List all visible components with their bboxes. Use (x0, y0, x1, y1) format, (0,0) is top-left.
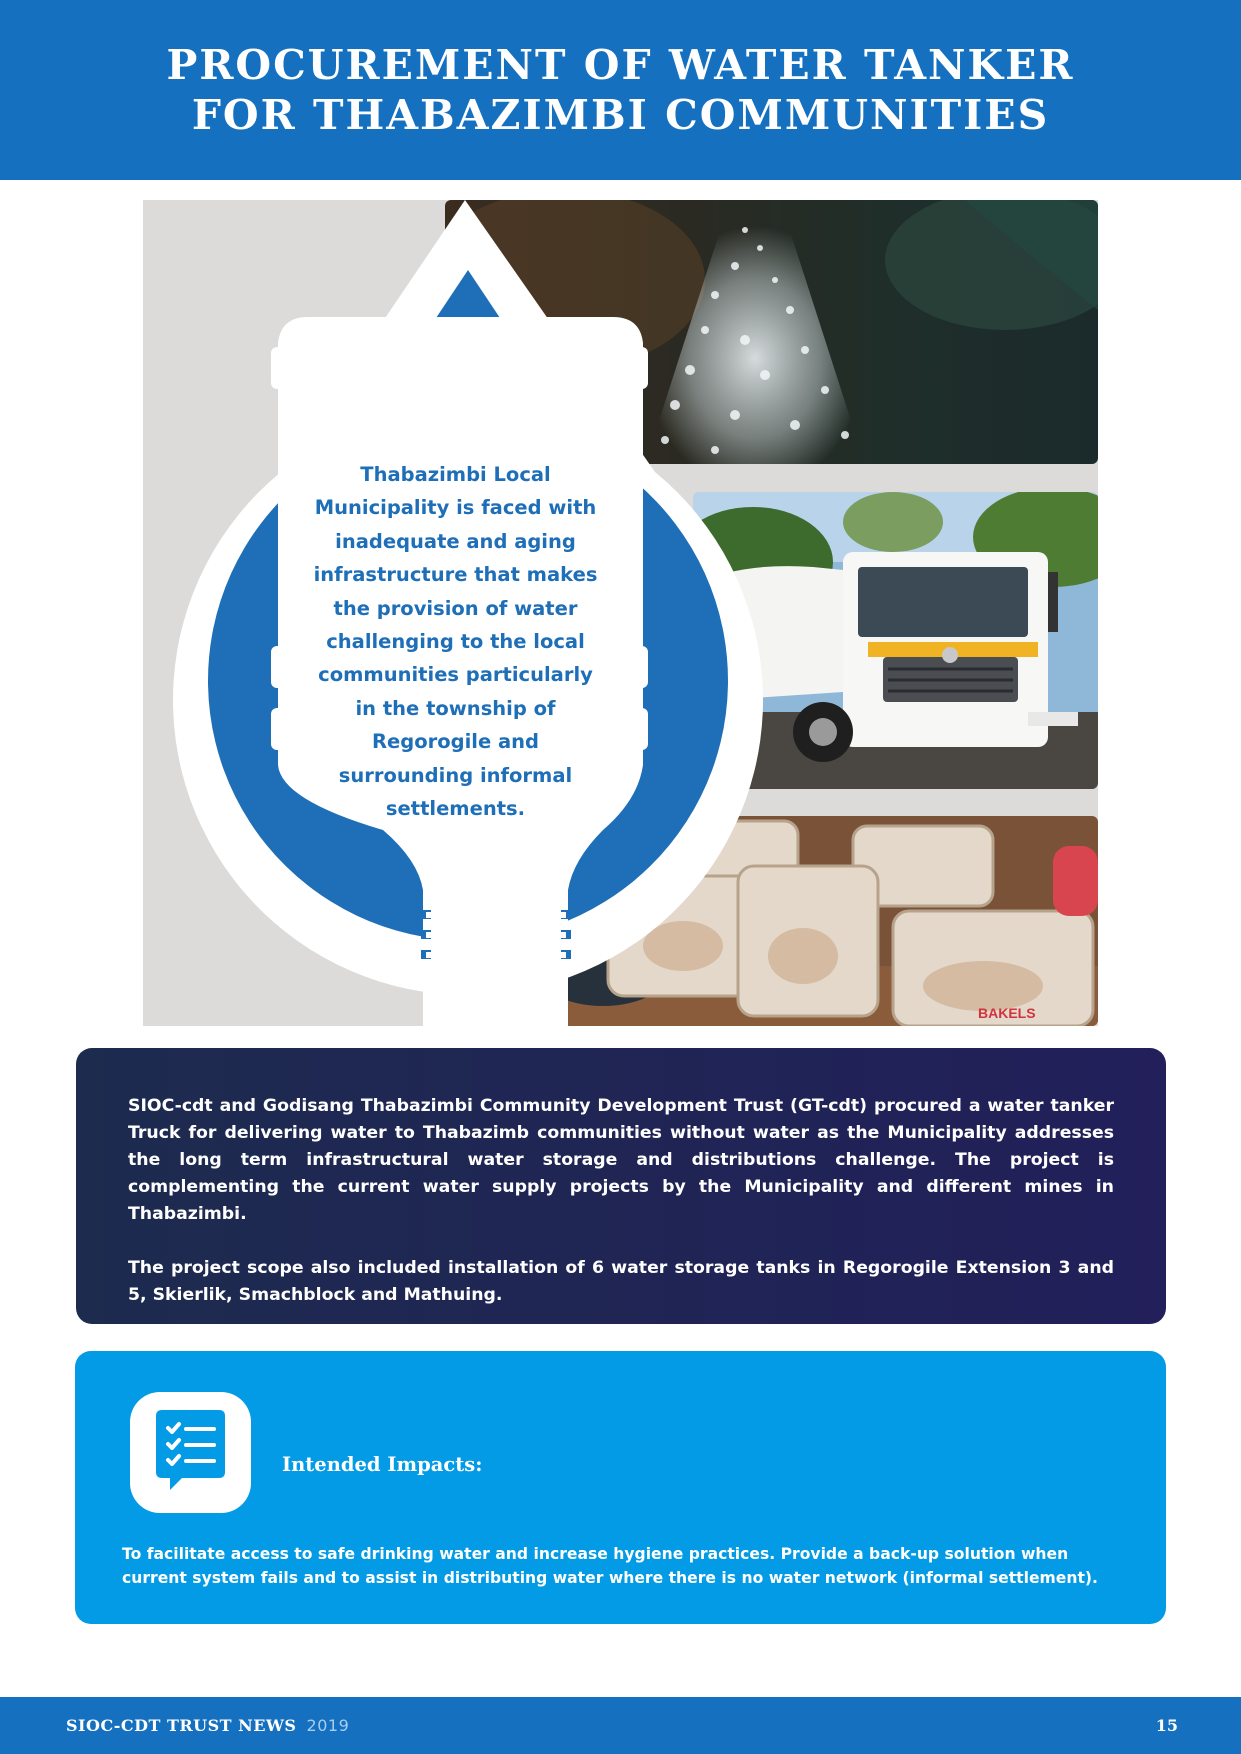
hero-collage (143, 200, 1098, 1026)
page-header (0, 0, 1241, 180)
footer-publication (66, 1697, 349, 1754)
hero-intro-text: Thabazimbi Local Municipality is faced with inadequate and aging infrastructure that makes the provision of water challenging to the local communities particularly in the township of Regorogile and surrounding informal settlements. (313, 463, 598, 821)
page-footer (0, 1697, 1241, 1754)
footer-year: 2019 (306, 1716, 350, 1735)
page-number: 15 (1155, 1716, 1178, 1735)
project-paragraph-1: SIOC-cdt and Godisang Thabazimbi Community Development Trust (GT-cdt) procured a water tanker Truck for delivering water to Thabazimb communities without water as the Municipality addresses the long term infrastructural water storage and distributions challenge. The project is complementing the current water supply projects by the Municipality and different mines in Thabazimbi. (128, 1096, 1114, 1224)
page-title (167, 40, 1075, 140)
project-description-card (76, 1048, 1166, 1324)
impacts-text: To facilitate access to safe drinking water and increase hygiene practices. Provide a back-up solution when current system fails and to assist in distributing water where there is no water network (informal settlement). (122, 1545, 1098, 1587)
project-paragraph-2: The project scope also included installation of 6 water storage tanks in Regorogile Extension 3 and 5, Skierlik, Smachblock and Mathuing. (128, 1258, 1114, 1305)
container-brand-label: BAKELS (978, 1005, 1036, 1021)
water-bottle-graphic (143, 200, 1098, 1026)
checklist-chat-icon (130, 1392, 251, 1513)
impacts-title: Intended Impacts: (282, 1453, 483, 1476)
page-title-line-1: PROCUREMENT OF WATER TANKER (166, 41, 1075, 89)
page-title-line-2: FOR THABAZIMBI COMMUNITIES (191, 91, 1050, 139)
intended-impacts-card (75, 1351, 1166, 1624)
footer-brand-name: SIOC-CDT TRUST NEWS (66, 1716, 297, 1735)
